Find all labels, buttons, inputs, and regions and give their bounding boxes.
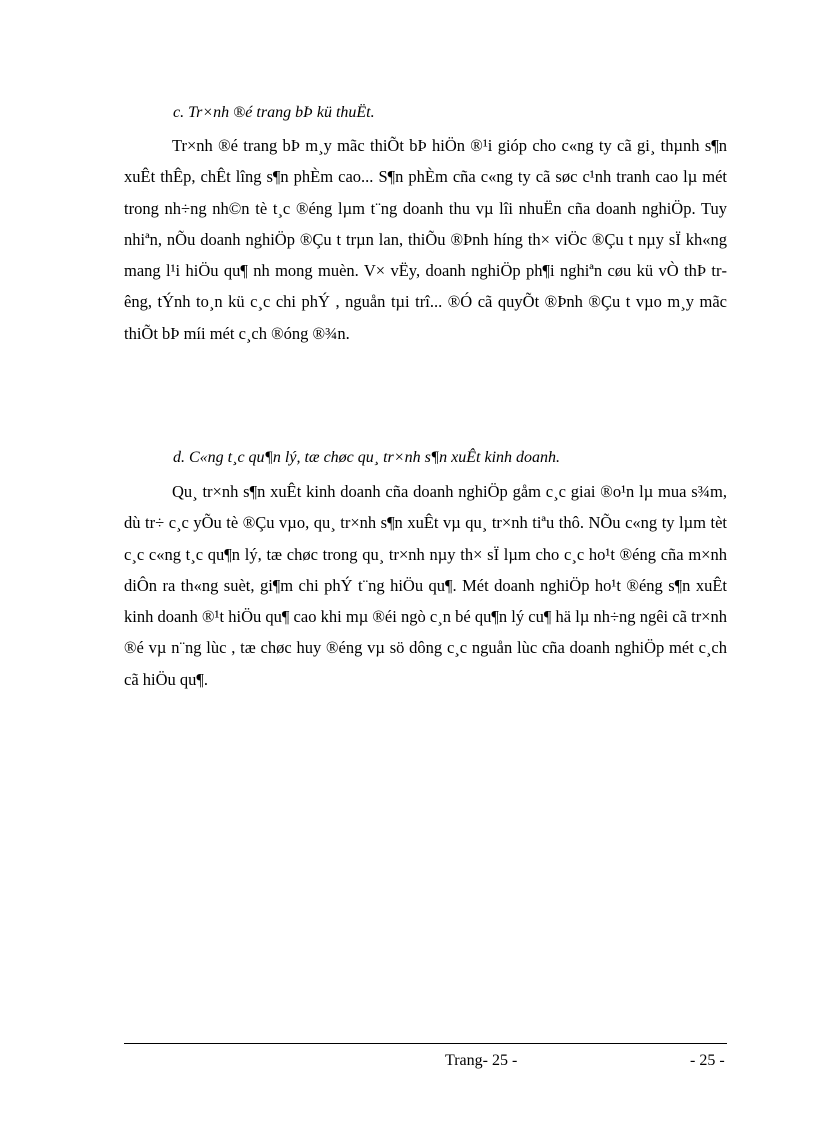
footer-divider [124, 1043, 727, 1044]
footer-page-number: - 25 - [690, 1052, 725, 1069]
section-d-paragraph: Qu¸ tr×nh s¶n xuÊt kinh doanh cña doanh nghiÖp gåm c¸c giai ®o¹n lµ mua s¾m, dù tr÷ c¸c yÕu tè ®Çu vµo, qu¸ tr×nh s¶n xuÊt vµ qu¸ tr×nh tiªu thô. NÕu c«ng ty lµm tèt c¸c c«ng t¸c qu¶n lý, tæ chøc trong qu¸ tr×nh nµy th× sÏ lµm cho c¸c ho¹t ®éng cña m×nh diÔn ra th«ng suèt, gi¶m chi phÝ t¨ng hiÖu qu¶. Mét doanh nghiÖp ho¹t ®éng s¶n xuÊt kinh doanh ®¹t hiÖu qu¶ cao khi mµ ®éi ngò c¸n bé qu¶n lý cu¶ hä lµ nh÷ng ngêi cã tr×nh ®é vµ n¨ng lùc , tæ chøc huy ®éng vµ sö dông c¸c nguån lùc cña doanh nghiÖp mét c¸ch cã hiÖu qu¶. [124, 482, 727, 689]
section-c-paragraph: Tr×nh ®é trang bÞ m¸y mãc thiÕt bÞ hiÖn ®¹i gióp cho c«ng ty cã gi¸ thµnh s¶n xuÊt thÊp, chÊt lîng s¶n phÈm cao... S¶n phÈm cña c«ng ty cã søc c¹nh tranh cao lµ mét trong nh÷ng nh©n tè t¸c ®éng lµm t¨ng doanh thu vµ lîi nhuËn cña doanh nghiÖp. Tuy nhiªn, nÕu doanh nghiÖp ®Çu t trµn lan, thiÕu ®Þnh híng th× viÖc ®Çu t nµy sÏ kh«ng mang l¹i hiÖu qu¶ nh mong muèn. V× vËy, doanh nghiÖp ph¶i nghiªn cøu kü vÒ thÞ trêng, tÝnh to¸n kü c¸c chi phÝ , nguån tµi trî... ®Ó cã quyÕt ®Þnh ®Çu t vµo m¸y mãc thiÕt bÞ míi mét c¸ch ®óng ®¾n. [124, 136, 727, 343]
section-c-heading: c. Tr×nh ®é trang bÞ kü thuËt. [173, 104, 375, 121]
footer-page-label: Trang- 25 - [445, 1052, 518, 1069]
section-d-heading: d. C«ng t¸c qu¶n lý, tæ chøc qu¸ tr×nh s¶n xuÊt kinh doanh. [173, 449, 561, 466]
